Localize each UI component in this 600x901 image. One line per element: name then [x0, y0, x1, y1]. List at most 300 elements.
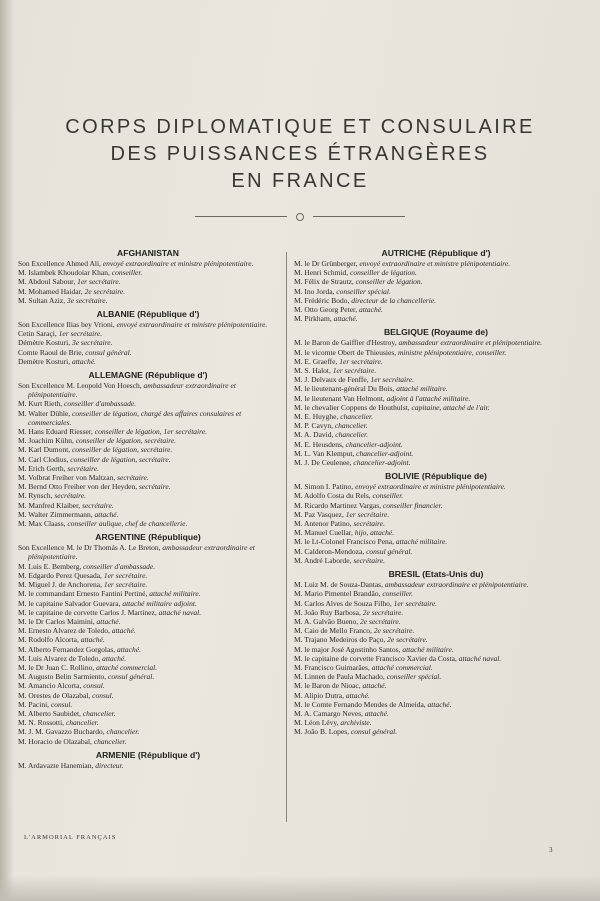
diplomat-role: secrétaire. — [82, 500, 114, 510]
diplomat-role: ministre plénipotentiaire, conseiller. — [398, 347, 507, 357]
diplomat-entry — [294, 501, 578, 510]
diplomat-role: attaché. — [333, 314, 358, 324]
diplomat-role: attaché commercial. — [371, 662, 433, 672]
diplomat-role: conseiller spécial. — [336, 286, 391, 296]
diplomat-role: envoyé extraordinaire et ministre plénipotentiaire. — [102, 259, 254, 268]
diplomat-name: M. Abdoul Sabour, — [18, 277, 76, 287]
diplomat-role: 2e secrétaire. — [373, 626, 415, 636]
diplomat-name: M. Antenor Patino, — [294, 519, 352, 529]
diplomat-name: M. Joachim Kühn, — [18, 436, 74, 446]
diplomat-role: attaché naval. — [158, 607, 202, 617]
diplomat-entry — [294, 528, 578, 537]
diplomat-entry — [294, 482, 578, 491]
column-divider — [286, 252, 287, 822]
diplomat-name: M. le major José Agostinho Santos, — [294, 644, 401, 654]
diplomat-name: M. le chevalier Coppens de Houthulst, — [294, 402, 410, 412]
diplomat-role: chancelier. — [106, 727, 140, 737]
diplomat-name: M. E. Heusdens, — [294, 439, 344, 449]
diplomat-name: M. le lieutenant-général Du Bois, — [294, 384, 395, 394]
diplomat-entry — [294, 691, 578, 700]
diplomat-entry — [18, 562, 278, 571]
country-heading: BOLIVIE (République de) — [385, 471, 487, 482]
diplomat-role: attaché. — [96, 616, 121, 626]
diplomat-role: attaché. — [71, 356, 96, 366]
diplomat-entry — [18, 445, 278, 454]
diplomat-role: 1er secrétaire. — [58, 329, 103, 339]
diplomat-name: M. le Baron de Gaiffier d'Hestroy, — [294, 338, 397, 348]
diplomat-role: 1er secrétaire. — [77, 277, 121, 287]
diplomat-name: M. Bernd Otto Freiher von der Heyden, — [18, 482, 138, 492]
diplomat-name: M. Ardavazte Hanemian, — [18, 760, 94, 770]
diplomat-role: chancelier. — [340, 412, 373, 422]
diplomat-name: M. Manuel Cuellar, — [294, 528, 353, 538]
diplomat-entry — [18, 427, 278, 436]
diplomat-role: attaché. — [427, 699, 452, 709]
diplomat-name: M. João B. Lopes, — [294, 727, 349, 737]
title-line-1: CORPS DIPLOMATIQUE ET CONSULAIRE — [65, 116, 535, 138]
diplomat-entry — [18, 357, 278, 366]
diplomat-role: envoyé extraordinaire et ministre plénipotentiaire. — [359, 259, 511, 268]
diplomat-name: M. Francisco Guimarães, — [294, 662, 370, 672]
diplomat-role: chancelier-adjoint. — [345, 439, 403, 449]
diplomat-name: Son Excellence Ilias bey Vrioni, — [18, 320, 115, 330]
diplomat-role: ambassadeur extraordinaire et plénipotentiaire. — [398, 338, 543, 348]
diplomat-entry — [294, 357, 578, 366]
diplomat-role: attaché. — [358, 305, 383, 315]
diplomat-entry — [18, 464, 278, 473]
diplomat-name: M. Pirkham, — [294, 314, 332, 324]
diplomat-entry — [294, 700, 578, 709]
diplomat-name: M. Rynsch, — [18, 491, 53, 501]
diplomat-entry — [18, 608, 278, 617]
diplomat-role: conseiller. — [382, 589, 413, 599]
diplomat-role: attaché naval. — [458, 653, 502, 663]
diplomat-name: M. le Lt-Colonel Francisco Pena, — [294, 537, 394, 547]
diplomat-role: envoyé extraordinaire et ministre plénipotentiaire. — [116, 320, 268, 330]
diplomat-name: M. Linnen de Paula Machado, — [294, 672, 385, 682]
diplomat-entry — [18, 329, 278, 338]
diplomat-name: M. J. De Ceulenee, — [294, 458, 352, 468]
diplomat-entry — [18, 681, 278, 690]
diplomat-entry — [18, 737, 278, 746]
diplomat-name: M. le lieutenant Van Helmont, — [294, 393, 385, 403]
diplomat-entry — [18, 491, 278, 500]
diplomat-name: M. André Laborde, — [294, 555, 352, 565]
diplomat-entry — [18, 718, 278, 727]
diplomat-name: M. Alberto Fernandez Gorgolas, — [18, 644, 116, 654]
right-column — [294, 248, 578, 737]
diplomat-entry — [294, 449, 578, 458]
page-title — [40, 114, 560, 195]
diplomat-entry — [294, 663, 578, 672]
diplomat-role: conseiller de légation, secrétaire. — [70, 454, 171, 464]
diplomat-name: Son Excellence Ahmed Ali, — [18, 259, 101, 268]
diplomat-entry — [294, 547, 578, 556]
diplomat-name: Son Excellence M. le Dr Thomás A. Le Breton, — [18, 543, 161, 553]
diplomat-name: M. Caio de Mello Franco, — [294, 626, 372, 636]
diplomat-role: consul. — [50, 699, 73, 709]
diplomat-name: M. Rodolfo Alcorta, — [18, 635, 79, 645]
diplomat-role: attaché. — [80, 635, 105, 645]
diplomat-name: M. João Ruy Barbosa, — [294, 607, 361, 617]
diplomat-entry — [294, 384, 578, 393]
title-ornament — [195, 213, 405, 221]
diplomat-entry — [18, 268, 278, 277]
diplomat-role: conseiller financier. — [382, 500, 443, 510]
diplomat-entry — [294, 314, 578, 323]
diplomat-name: M. J. Delvaux de Fenffe, — [294, 375, 369, 385]
diplomat-entry — [18, 663, 278, 672]
diplomat-entry — [18, 654, 278, 663]
country-heading: ARMENIE (République d') — [95, 749, 201, 760]
diplomat-entry — [18, 287, 278, 296]
diplomat-role: attaché. — [102, 653, 127, 663]
diplomat-name: M. le commandant Ernesto Fantini Pertiné, — [18, 589, 148, 599]
directory-columns — [18, 248, 578, 848]
diplomat-role: conseiller d'ambassade. — [64, 399, 137, 409]
diplomat-entry — [294, 287, 578, 296]
diplomat-entry — [294, 589, 578, 598]
diplomat-role: capitaine, attaché de l'air. — [411, 402, 490, 412]
diplomat-role: 1er secrétaire. — [393, 598, 438, 608]
diplomat-role: hijo, attaché. — [354, 528, 395, 538]
diplomat-name: M. Pacini, — [18, 699, 50, 709]
diplomat-entry — [294, 375, 578, 384]
diplomat-name: M. Amancio Alcorta, — [18, 681, 82, 691]
diplomat-name: M. Léon Lévy, — [294, 718, 339, 728]
diplomat-name: M. S. Halot, — [294, 366, 331, 376]
diplomat-name: M. le Dr Juan C. Rollino, — [18, 662, 95, 672]
diplomat-entry — [294, 556, 578, 565]
diplomat-name: M. E. Graeffe, — [294, 356, 338, 366]
diplomat-role: directeur. — [95, 760, 124, 770]
diplomat-entry — [18, 580, 278, 589]
diplomat-entry — [294, 709, 578, 718]
diplomat-entry — [18, 296, 278, 305]
diplomat-entry — [294, 718, 578, 727]
diplomat-role: attaché. — [362, 681, 387, 691]
diplomat-name: Cetin Saraçi, — [18, 329, 57, 339]
left-column — [18, 248, 278, 770]
diplomat-name: M. Mohamed Haidar, — [18, 286, 83, 296]
diplomat-role: ambassadeur extraordinaire et plénipotentiaire. — [28, 381, 236, 400]
diplomat-name: Son Excellence M. Leopold Von Hoesch, — [18, 381, 142, 391]
diplomat-entry — [18, 672, 278, 681]
diplomat-name: M. Paz Vasquez, — [294, 509, 344, 519]
diplomat-entry — [294, 412, 578, 421]
diplomat-entry — [294, 617, 578, 626]
diplomat-role: 2e secrétaire. — [360, 616, 401, 626]
diplomat-entry — [18, 381, 278, 399]
country-heading: AUTRICHE (République d') — [381, 248, 491, 258]
diplomat-role: secrétaire. — [353, 555, 385, 565]
diplomat-name: M. N. Rossotti, — [18, 718, 65, 728]
diplomat-name: M. Luis Alvarez de Toledo, — [18, 653, 101, 663]
diplomat-entry — [18, 571, 278, 580]
diplomat-role: conseiller. — [372, 491, 404, 501]
diplomat-name: M. le capitaine de corvette Francisco Xavier da Costa, — [294, 653, 457, 663]
diplomat-name: M. Alipio Dutra, — [294, 690, 344, 700]
diplomat-entry — [18, 645, 278, 654]
diplomat-entry — [18, 761, 278, 770]
diplomat-entry — [18, 700, 278, 709]
diplomat-entry — [18, 635, 278, 644]
diplomat-role: conseiller de légation, chargé des affaires consulaires et commerciales. — [28, 408, 242, 427]
diplomat-role: conseiller de légation, 1er secrétaire. — [94, 427, 207, 437]
diplomat-entry — [294, 440, 578, 449]
diplomat-entry — [18, 409, 278, 427]
diplomat-entry — [294, 599, 578, 608]
diplomat-entry — [18, 259, 278, 268]
diplomat-role: attaché. — [94, 509, 119, 519]
diplomat-role: attaché militaire. — [402, 644, 454, 654]
diplomat-role: attaché. — [345, 690, 370, 700]
diplomat-role: chancelier. — [334, 421, 368, 431]
diplomat-entry — [18, 501, 278, 510]
diplomat-role: archiviste. — [340, 718, 372, 728]
diplomat-role: secrétaire. — [353, 519, 385, 529]
diplomat-name: M. le Baron de Nioac, — [294, 681, 361, 691]
diplomat-name: M. le capitaine de corvette Carlos J. Martinez, — [18, 607, 157, 617]
diplomat-entry — [18, 589, 278, 598]
diplomat-role: 1er secrétaire. — [339, 356, 383, 366]
diplomat-name: M. Ino Jorda, — [294, 286, 335, 296]
diplomat-name: M. P. Cavyn, — [294, 421, 333, 431]
diplomat-entry — [18, 510, 278, 519]
country-heading: BRESIL (Etats-Unis du) — [388, 569, 484, 580]
diplomat-entry — [18, 543, 278, 561]
diplomat-role: 2e secrétaire. — [84, 286, 126, 296]
diplomat-entry — [294, 608, 578, 617]
diplomat-entry — [294, 430, 578, 439]
diplomat-entry — [18, 617, 278, 626]
publisher-footer: L'ARMORIAL FRANÇAIS — [24, 834, 117, 841]
diplomat-entry — [294, 727, 578, 736]
diplomat-role: conseiller. — [111, 268, 143, 278]
diplomat-entry — [294, 537, 578, 546]
diplomat-name: M. Erich Gerth, — [18, 463, 66, 473]
diplomat-entry — [294, 672, 578, 681]
diplomat-name: M. Walter Dühle, — [18, 408, 71, 418]
diplomat-name: M. Félix de Strautz, — [294, 277, 354, 287]
diplomat-entry — [294, 491, 578, 500]
diplomat-role: 1er secrétaire. — [103, 580, 148, 590]
diplomat-role: conseiller spécial. — [386, 672, 442, 682]
ornament-rule-left — [195, 216, 287, 217]
diplomat-role: conseiller de légation. — [350, 268, 417, 278]
diplomat-name: M. A. Galvão Bueno, — [294, 616, 359, 626]
diplomat-name: M. Luis E. Bemberg, — [18, 561, 82, 571]
diplomat-entry — [294, 626, 578, 635]
diplomat-name: M. Ricardo Martinez Vargas, — [294, 500, 381, 510]
page-edge-shadow — [0, 875, 600, 901]
diplomat-name: M. Luiz M. de Souza-Dantas, — [294, 580, 383, 590]
diplomat-role: 1er secrétaire. — [370, 375, 414, 385]
diplomat-entry — [294, 645, 578, 654]
ornament-rule-right — [313, 216, 405, 217]
diplomat-role: envoyé extraordinaire et ministre plénipotentiaire. — [355, 482, 506, 492]
diplomat-role: 2e secrétaire. — [387, 635, 428, 645]
diplomat-role: adjoint à l'attaché militaire. — [386, 393, 471, 403]
diplomat-entry — [294, 519, 578, 528]
diplomat-name: M. Max Claass, — [18, 519, 66, 529]
diplomat-name: M. Miguel J. de Anchorena, — [18, 580, 102, 590]
diplomat-role: ambassadeur extraordinaire et plénipotentiaire. — [384, 580, 529, 590]
diplomat-name: M. Manfred Klaiber, — [18, 500, 81, 510]
ornament-dot — [296, 213, 304, 221]
diplomat-entry — [294, 305, 578, 314]
diplomat-role: 1er secrétaire. — [332, 366, 377, 376]
diplomat-role: chancelier-adjoint. — [356, 448, 414, 458]
diplomat-name: M. Orestes de Olazabal, — [18, 690, 91, 700]
diplomat-name: M. A. David, — [294, 430, 334, 440]
diplomat-role: 2e secrétaire. — [362, 607, 404, 617]
title-line-3: EN FRANCE — [231, 170, 369, 192]
diplomat-name: M. L. Van Klemput, — [294, 448, 355, 458]
diplomat-role: secrétaire. — [67, 463, 99, 473]
diplomat-name: M. Carlos Alves de Souza Filho, — [294, 598, 392, 608]
diplomat-name: M. Sultan Aziz, — [18, 295, 66, 305]
diplomat-role: attaché militaire. — [149, 589, 201, 599]
diplomat-name: M. Augusto Belin Sarmiento, — [18, 672, 107, 682]
diplomat-name: M. Ernesto Alvarez de Toledo, — [18, 626, 110, 636]
diplomat-entry — [294, 277, 578, 286]
diplomat-name: M. Adolfo Costa du Rels, — [294, 491, 371, 501]
diplomat-role: attaché militaire adjoint. — [122, 598, 197, 608]
diplomat-role: secrétaire. — [54, 491, 86, 501]
diplomat-name: M. le vicomte Obert de Thieusies, — [294, 347, 397, 357]
diplomat-name: M. Trajano Medeiros do Paço, — [294, 635, 386, 645]
diplomat-entry — [18, 482, 278, 491]
country-heading: ARGENTINE (République) — [95, 532, 201, 543]
diplomat-role: 3e secrétaire. — [71, 338, 113, 348]
diplomat-name: M. Mario Pimentel Brandão, — [294, 589, 381, 599]
diplomat-entry — [294, 296, 578, 305]
diplomat-name: M. le Comte Fernando Mendes de Almeida, — [294, 699, 426, 709]
diplomat-name: M. Simon I. Patino, — [294, 482, 354, 492]
diplomat-entry — [294, 348, 578, 357]
diplomat-role: 3e secrétaire. — [66, 295, 108, 305]
diplomat-entry — [294, 394, 578, 403]
diplomat-role: conseiller de légation, secrétaire. — [71, 445, 173, 455]
diplomat-role: consul général. — [366, 546, 413, 556]
diplomat-entry — [294, 259, 578, 268]
diplomat-role: consul. — [92, 690, 114, 700]
diplomat-entry — [18, 277, 278, 286]
diplomat-role: secrétaire. — [117, 473, 149, 483]
diplomat-role: secrétaire. — [139, 482, 171, 492]
diplomat-name: M. Walter Zimmermann, — [18, 509, 93, 519]
diplomat-name: M. Carl Clodius, — [18, 454, 69, 464]
diplomat-entry — [294, 268, 578, 277]
diplomat-role: consul général. — [85, 347, 132, 357]
diplomat-name: M. A. Camargo Neves, — [294, 708, 364, 718]
diplomat-role: chancelier. — [65, 718, 99, 728]
diplomat-role: 1er secrétaire. — [345, 509, 390, 519]
diplomat-name: M. Otto Georg Peter, — [294, 305, 358, 315]
diplomat-role: conseiller de légation. — [355, 277, 423, 287]
diplomat-entry — [294, 366, 578, 375]
diplomat-name: M. Hans Eduard Riesser, — [18, 427, 93, 437]
diplomat-role: consul général. — [108, 672, 155, 682]
diplomat-entry — [294, 510, 578, 519]
country-heading: AFGHANISTAN — [117, 248, 179, 258]
diplomat-entry — [18, 691, 278, 700]
diplomat-name: M. Kurt Rieth, — [18, 399, 63, 409]
diplomat-name: M. Calderon-Mendoza, — [294, 546, 365, 556]
diplomat-entry — [18, 455, 278, 464]
diplomat-role: ambassadeur extraordinaire et plénipotentiaire. — [28, 543, 255, 562]
diplomat-name: Demètre Kosturi, — [18, 356, 71, 366]
diplomat-name: M. Frédéric Bodo, — [294, 295, 350, 305]
diplomat-name: M. Edgardo Perez Quesada, — [18, 570, 102, 580]
diplomat-name: M. Henri Schmid, — [294, 268, 349, 278]
diplomat-entry — [294, 635, 578, 644]
diplomat-entry — [18, 399, 278, 408]
diplomat-role: conseiller de légation, secrétaire. — [75, 436, 177, 446]
diplomat-role: attaché militaire. — [395, 537, 448, 547]
diplomat-entry — [18, 599, 278, 608]
title-line-2: DES PUISSANCES ÉTRANGÈRES — [110, 143, 490, 165]
diplomat-role: chancelier. — [93, 736, 127, 746]
diplomat-role: attaché. — [364, 708, 389, 718]
diplomat-entry — [18, 626, 278, 635]
diplomat-entry — [18, 338, 278, 347]
diplomat-entry — [294, 403, 578, 412]
diplomat-role: attaché. — [111, 626, 136, 636]
diplomat-entry — [294, 458, 578, 467]
diplomat-name: M. E. Huyghe, — [294, 412, 339, 422]
diplomat-name: M. Alberto Saubidet, — [18, 708, 81, 718]
diplomat-entry — [18, 727, 278, 736]
diplomat-role: conseiller d'ambassade. — [83, 561, 156, 571]
country-heading: ALLEMAGNE (République d') — [88, 370, 208, 381]
diplomat-entry — [294, 338, 578, 347]
diplomat-role: attaché. — [117, 644, 141, 654]
diplomat-name: Comte Raoul de Brie, — [18, 347, 84, 357]
diplomat-name: Démètre Kosturi, — [18, 338, 71, 348]
diplomat-entry — [294, 654, 578, 663]
diplomat-entry — [294, 580, 578, 589]
diplomat-name: M. le capitaine Salvador Guevara, — [18, 598, 121, 608]
diplomat-role: chancelier. — [335, 430, 368, 440]
country-heading: BELGIQUE (Royaume de) — [383, 327, 489, 338]
diplomat-name: M. Horacio de Olazabal, — [18, 736, 92, 746]
diplomat-entry — [294, 681, 578, 690]
diplomat-name: M. Islambek Khoudoiar Khan, — [18, 268, 110, 278]
diplomat-name: M. le Dr Grünberger, — [294, 259, 358, 268]
diplomat-entry — [18, 519, 278, 528]
diplomat-role: consul. — [83, 681, 105, 691]
diplomat-entry — [18, 709, 278, 718]
diplomat-role: consul général. — [350, 727, 398, 737]
diplomat-role: 1er secrétaire. — [103, 570, 148, 580]
diplomat-name: M. J. M. Gavazzo Buchardo, — [18, 727, 105, 737]
diplomat-name: M. Karl Dumont, — [18, 445, 71, 455]
country-heading: ALBANIE (République d') — [96, 309, 200, 320]
diplomat-role: conseiller aulique, chef de chancellerie. — [67, 519, 188, 529]
diplomat-entry — [18, 348, 278, 357]
diplomat-entry — [18, 473, 278, 482]
diplomat-entry — [294, 421, 578, 430]
page-number: 3 — [549, 846, 553, 854]
diplomat-role: directeur de la chancellerie. — [351, 295, 436, 305]
diplomat-role: attaché commercial. — [96, 662, 158, 672]
diplomat-role: chancelier. — [82, 708, 116, 718]
diplomat-name: M. le Dr Carlos Maimini, — [18, 616, 95, 626]
diplomat-role: chancelier-adjoint. — [353, 458, 411, 468]
diplomat-role: attaché militaire. — [396, 384, 448, 394]
